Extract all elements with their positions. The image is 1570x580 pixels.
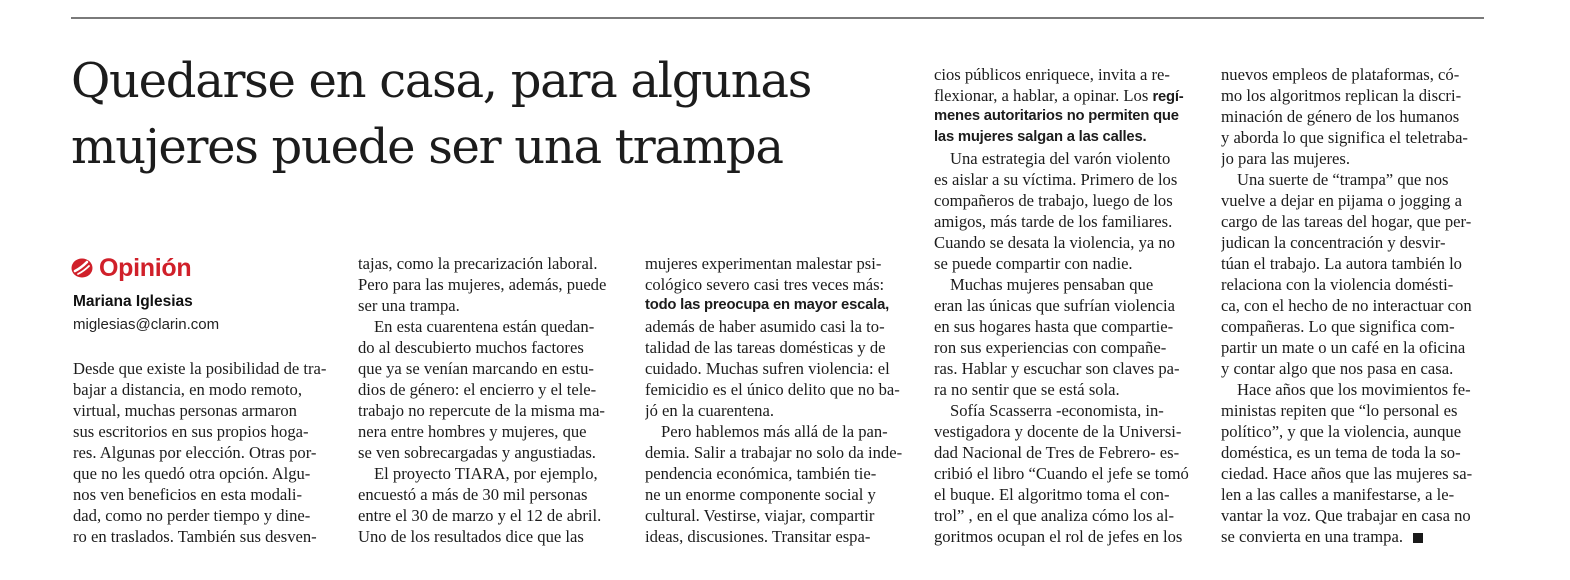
text-line: se puede compartir con nadie. [934,254,1133,273]
text-line: len a las calles a manifestarse, a le- [1221,485,1455,504]
text-line-bold: menes autoritarios no permiten que [934,108,1179,124]
text-line: el buque. El algoritmo toma el con- [934,485,1170,504]
text-line: ideas, discusiones. Transitar espa- [645,527,871,546]
text-line: ministas repiten que “lo personal es [1221,401,1458,420]
text-line: El proyecto TIARA, por ejemplo, [374,464,598,483]
text-line: ra no sentir que se está sola. [934,380,1120,399]
text-line: encuestó a más de 30 mil personas [358,485,588,504]
text-line: Muchas mujeres pensaban que [950,275,1154,294]
text-line: dios de género: el encierro y el tele- [358,380,597,399]
text-line: nera entre hombres y mujeres, que [358,422,587,441]
text-line: res. Algunas por elección. Otras por- [73,443,317,462]
text-line: y aborda lo que significa el teletraba- [1221,128,1468,147]
section-label-text: Opinión [99,253,192,282]
text-line: nuevos empleos de plataformas, có- [1221,65,1460,84]
text-line: ro en traslados. También sus desven- [73,527,317,546]
text-line: jo para las mujeres. [1221,149,1351,168]
text-fragment: se convierta en una trampa. [1221,527,1403,546]
text-line: jó en la cuarentena. [645,401,774,420]
text-line: cargo de las tareas del hogar, que per- [1221,212,1472,231]
text-line: Uno de los resultados dice que las [358,527,584,546]
text-line: nos ven beneficios en esta modali- [73,485,303,504]
text-line: que no les quedó otra opción. Algu- [73,464,311,483]
author-email[interactable]: miglesias@clarin.com [73,316,220,333]
text-line: minación de género de los humanos [1221,107,1460,126]
text-line: Cuando se desata la violencia, ya no [934,233,1175,252]
text-line: tajas, como la precarización laboral. [358,254,598,273]
text-line: Una suerte de “trampa” que nos [1237,170,1449,189]
text-line: sus escritorios en sus propios hoga- [73,422,309,441]
text-line: cribió el libro “Cuando el jefe se tomó [934,464,1189,483]
text-line: entre el 30 de marzo y el 12 de abril. [358,506,602,525]
text-line: Hace años que los movimientos fe- [1237,380,1471,399]
text-line: es aislar a su víctima. Primero de los [934,170,1178,189]
text-line: cológico severo casi tres veces más: [645,275,885,294]
text-line: mujeres experimentan malestar psi- [645,254,882,273]
clarin-logo-icon [71,258,93,278]
text-line: vestigadora y docente de la Universi- [934,422,1182,441]
text-line: y contar algo que nos pasa en casa. [1221,359,1454,378]
article-column-2 [358,253,622,547]
headline-line-1: Quedarse en casa, para algunas [71,53,812,109]
text-line: dad, como no perder tiempo y dine- [73,506,311,525]
text-line: ca, con el hecho de no interactuar con [1221,296,1472,315]
text-line: demia. Salir a trabajar no solo da inde- [645,443,903,462]
text-line: goritmos ocupan el rol de jefes en los [934,527,1183,546]
text-line-last [1221,526,1485,547]
text-line: vantar la voz. Que trabajar en casa no [1221,506,1471,525]
text-line-bold: todo las preocupa en mayor escala, [645,297,890,313]
text-line: en sus hogares hasta que compartie- [934,317,1174,336]
text-line: compañeras. Lo que significa com- [1221,317,1455,336]
text-line: ras. Hablar y escuchar son claves pa- [934,359,1180,378]
text-line: se ven sobrecargadas y angustiadas. [358,443,596,462]
text-line: Pero para las mujeres, además, puede [358,275,607,294]
headline [71,48,901,180]
text-line: ciedad. Hace años que las mujeres sa- [1221,464,1473,483]
text-line: partir un mate o un café en la oficina [1221,338,1466,357]
text-line: político”, y que la violencia, aunque [1221,422,1462,441]
text-line: además de haber asumido casi la to- [645,317,885,336]
text-line [934,85,1198,106]
text-line: femicidio es el único delito que no ba- [645,380,900,399]
article-column-4 [934,64,1198,547]
text-line: bajar a distancia, en modo remoto, [73,380,303,399]
text-line: doméstica, es un tema de toda la so- [1221,443,1461,462]
text-line: cuidado. Muchas sufren violencia: el [645,359,890,378]
text-line: ser una trampa. [358,296,460,315]
author-name: Mariana Iglesias [73,293,193,310]
text-line: que ya se venían marcando en estu- [358,359,594,378]
text-line-bold: las mujeres salgan a las calles. [934,129,1147,145]
text-line: Pero hablemos más allá de la pan- [661,422,888,441]
text-line: trol” , en el que analiza cómo los al- [934,506,1175,525]
section-label [71,252,191,284]
text-line: trabajo no repercute de la misma ma- [358,401,605,420]
article-column-1 [73,358,331,547]
text-line: mo los algoritmos replican la discri- [1221,86,1462,105]
headline-line-2: mujeres puede ser una trampa [71,119,783,175]
text-line: judican la concentración y desvir- [1221,233,1446,252]
text-line: compañeros de trabajo, luego de los [934,191,1173,210]
text-line: Desde que existe la posibilidad de tra- [73,359,327,378]
text-line: virtual, muchas personas armaron [73,401,297,420]
text-line: Una estrategia del varón violento [950,149,1171,168]
end-of-article-icon [1413,533,1423,543]
article-column-5 [1221,64,1485,547]
text-line: cultural. Vestirse, viajar, compartir [645,506,875,525]
text-fragment-bold: regí- [1152,89,1184,105]
text-line: amigos, más tarde de los familiares. [934,212,1173,231]
text-line: túan el trabajo. La autora también lo [1221,254,1462,273]
text-fragment: flexionar, a hablar, a opinar. Los [934,86,1149,105]
text-line: cios públicos enriquece, invita a re- [934,65,1170,84]
text-line: pendencia económica, también tie- [645,464,877,483]
text-line: ne un enorme componente social y [645,485,876,504]
text-line: eran las únicas que sufrían violencia [934,296,1175,315]
text-line: En esta cuarentena están quedan- [374,317,595,336]
text-line: relaciona con la violencia domésti- [1221,275,1454,294]
text-line: Sofía Scasserra -economista, in- [950,401,1164,420]
article-column-3 [645,253,911,547]
text-line: do al descubierto muchos factores [358,338,584,357]
top-rule [71,17,1484,19]
text-line: dad Nacional de Tres de Febrero- es- [934,443,1180,462]
text-line: ron sus experiencias con compañe- [934,338,1167,357]
text-line: talidad de las tareas domésticas y de [645,338,886,357]
text-line: vuelve a dejar en pijama o jogging a [1221,191,1462,210]
